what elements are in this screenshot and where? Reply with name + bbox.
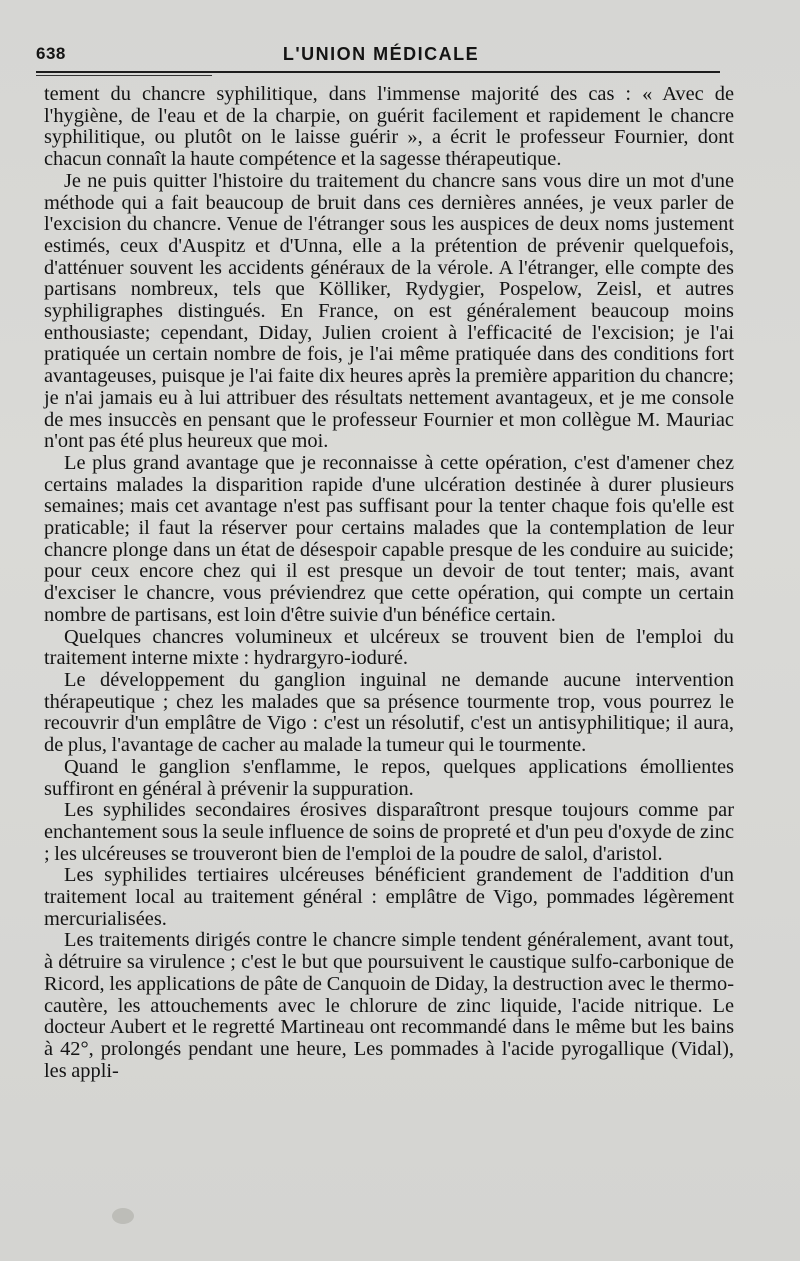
page-number: 638 [36, 44, 66, 63]
header-rule [36, 71, 720, 73]
paragraph: Quelques chancres volumineux et ulcéreux se trouvent bien de l'emploi du traitement interne mixte : hydrargyro-ioduré. [44, 625, 734, 670]
paragraph: Le plus grand avantage que je reconnaisse à cette opération, c'est d'amener chez certains malades la disparition rapide d'une ulcération destinée à durer plusieurs semaines; mais cet avantage n'est pas suffisant pour la tenter chaque fois qu'elle est praticable; il faut la réserver pour certains malades que la contemplation de leur chancre plonge dans un état de désespoir capable presque de les conduire au suicide; pour ceux encore chez qui il est presque un devoir de tout tenter; mais, avant d'exciser le chancre, vous préviendrez que cette opération, qui compte un certain nombre de partisans, est loin d'être suivie d'un bénéfice certain. [44, 451, 734, 626]
paragraph: Les syphilides tertiaires ulcéreuses bénéficient grandement de l'addition d'un traitement local au traitement général : emplâtre de Vigo, pommades légèrement mercurialisées. [44, 864, 734, 930]
paragraph: Je ne puis quitter l'histoire du traitement du chancre sans vous dire un mot d'une méthode qui a fait beaucoup de bruit dans ces dernières années, je veux parler de l'excision du chancre. Venue de l'étranger sous les auspices de deux noms justement estimés, ceux d'Auspitz et d'Unna, elle a la prétention de prévenir quelquefois, d'atténuer souvent les accidents généraux de la vérole. A l'étranger, elle compte des partisans nombreux, tels que Kölliker, Rydygier, Pospelow, Zeisl, et autres syphiligraphes distingués. En France, on est généralement beaucoup moins enthousiaste; cependant, Diday, Julien croient à l'efficacité de l'excision; je l'ai pratiquée un certain nombre de fois, je l'ai même pratiquée dans des conditions fort avantageuses, puisque je l'ai faite dix heures après la première apparition du chancre; je n'ai jamais eu à lui attribuer des résultats nettement avantageux, et je me console de mes insuccès en pensant que le professeur Fournier et mon collègue M. Mauriac n'ont pas été plus heureux que moi. [44, 169, 734, 453]
page-header [36, 44, 726, 68]
paragraph: Les syphilides secondaires érosives disparaîtront presque toujours comme par enchantement sous la seule influence de soins de propreté et d'un peu d'oxyde de zinc ; les ulcéreuses se trouveront bien de l'emploi de la poudre de salol, d'aristol. [44, 799, 734, 865]
ink-stain [112, 1208, 134, 1224]
header-subrule [36, 75, 212, 76]
body-text [44, 84, 734, 1082]
running-head: L'UNION MÉDICALE [282, 44, 480, 64]
paragraph: Les traitements dirigés contre le chancre simple tendent généralement, avant tout, à détruire sa virulence ; c'est le but que poursuivent le caustique sulfo-carbonique de Ricord, les applications de pâte de Canquoin de Diday, la destruction avec le thermo-cautère, les attouchements avec le chlorure de zinc liquide, l'acide nitrique. Le docteur Aubert et le regretté Martineau ont recommandé dans le même but les bains à 42°, prolongés pendant une heure, Les pommades à l'acide pyrogallique (Vidal), les appli- [44, 929, 734, 1082]
paragraph: tement du chancre syphilitique, dans l'immense majorité des cas : « Avec de l'hygiène, de l'eau et de la charpie, on guérit facilement et rapidement le chancre syphilitique, ou plutôt on le laisse guérir », a écrit le professeur Fournier, dont chacun connaît la haute compétence et la sagesse thérapeutique. [44, 83, 734, 171]
paragraph: Quand le ganglion s'enflamme, le repos, quelques applications émollientes suffiront en général à prévenir la suppuration. [44, 755, 734, 800]
paragraph: Le développement du ganglion inguinal ne demande aucune intervention thérapeutique ; chez les malades que sa présence tourmente trop, vous pourrez le recouvrir d'un emplâtre de Vigo : c'est un résolutif, c'est un antisyphilitique; il aura, de plus, l'avantage de cacher au malade la tumeur qui le tourmente. [44, 668, 734, 757]
